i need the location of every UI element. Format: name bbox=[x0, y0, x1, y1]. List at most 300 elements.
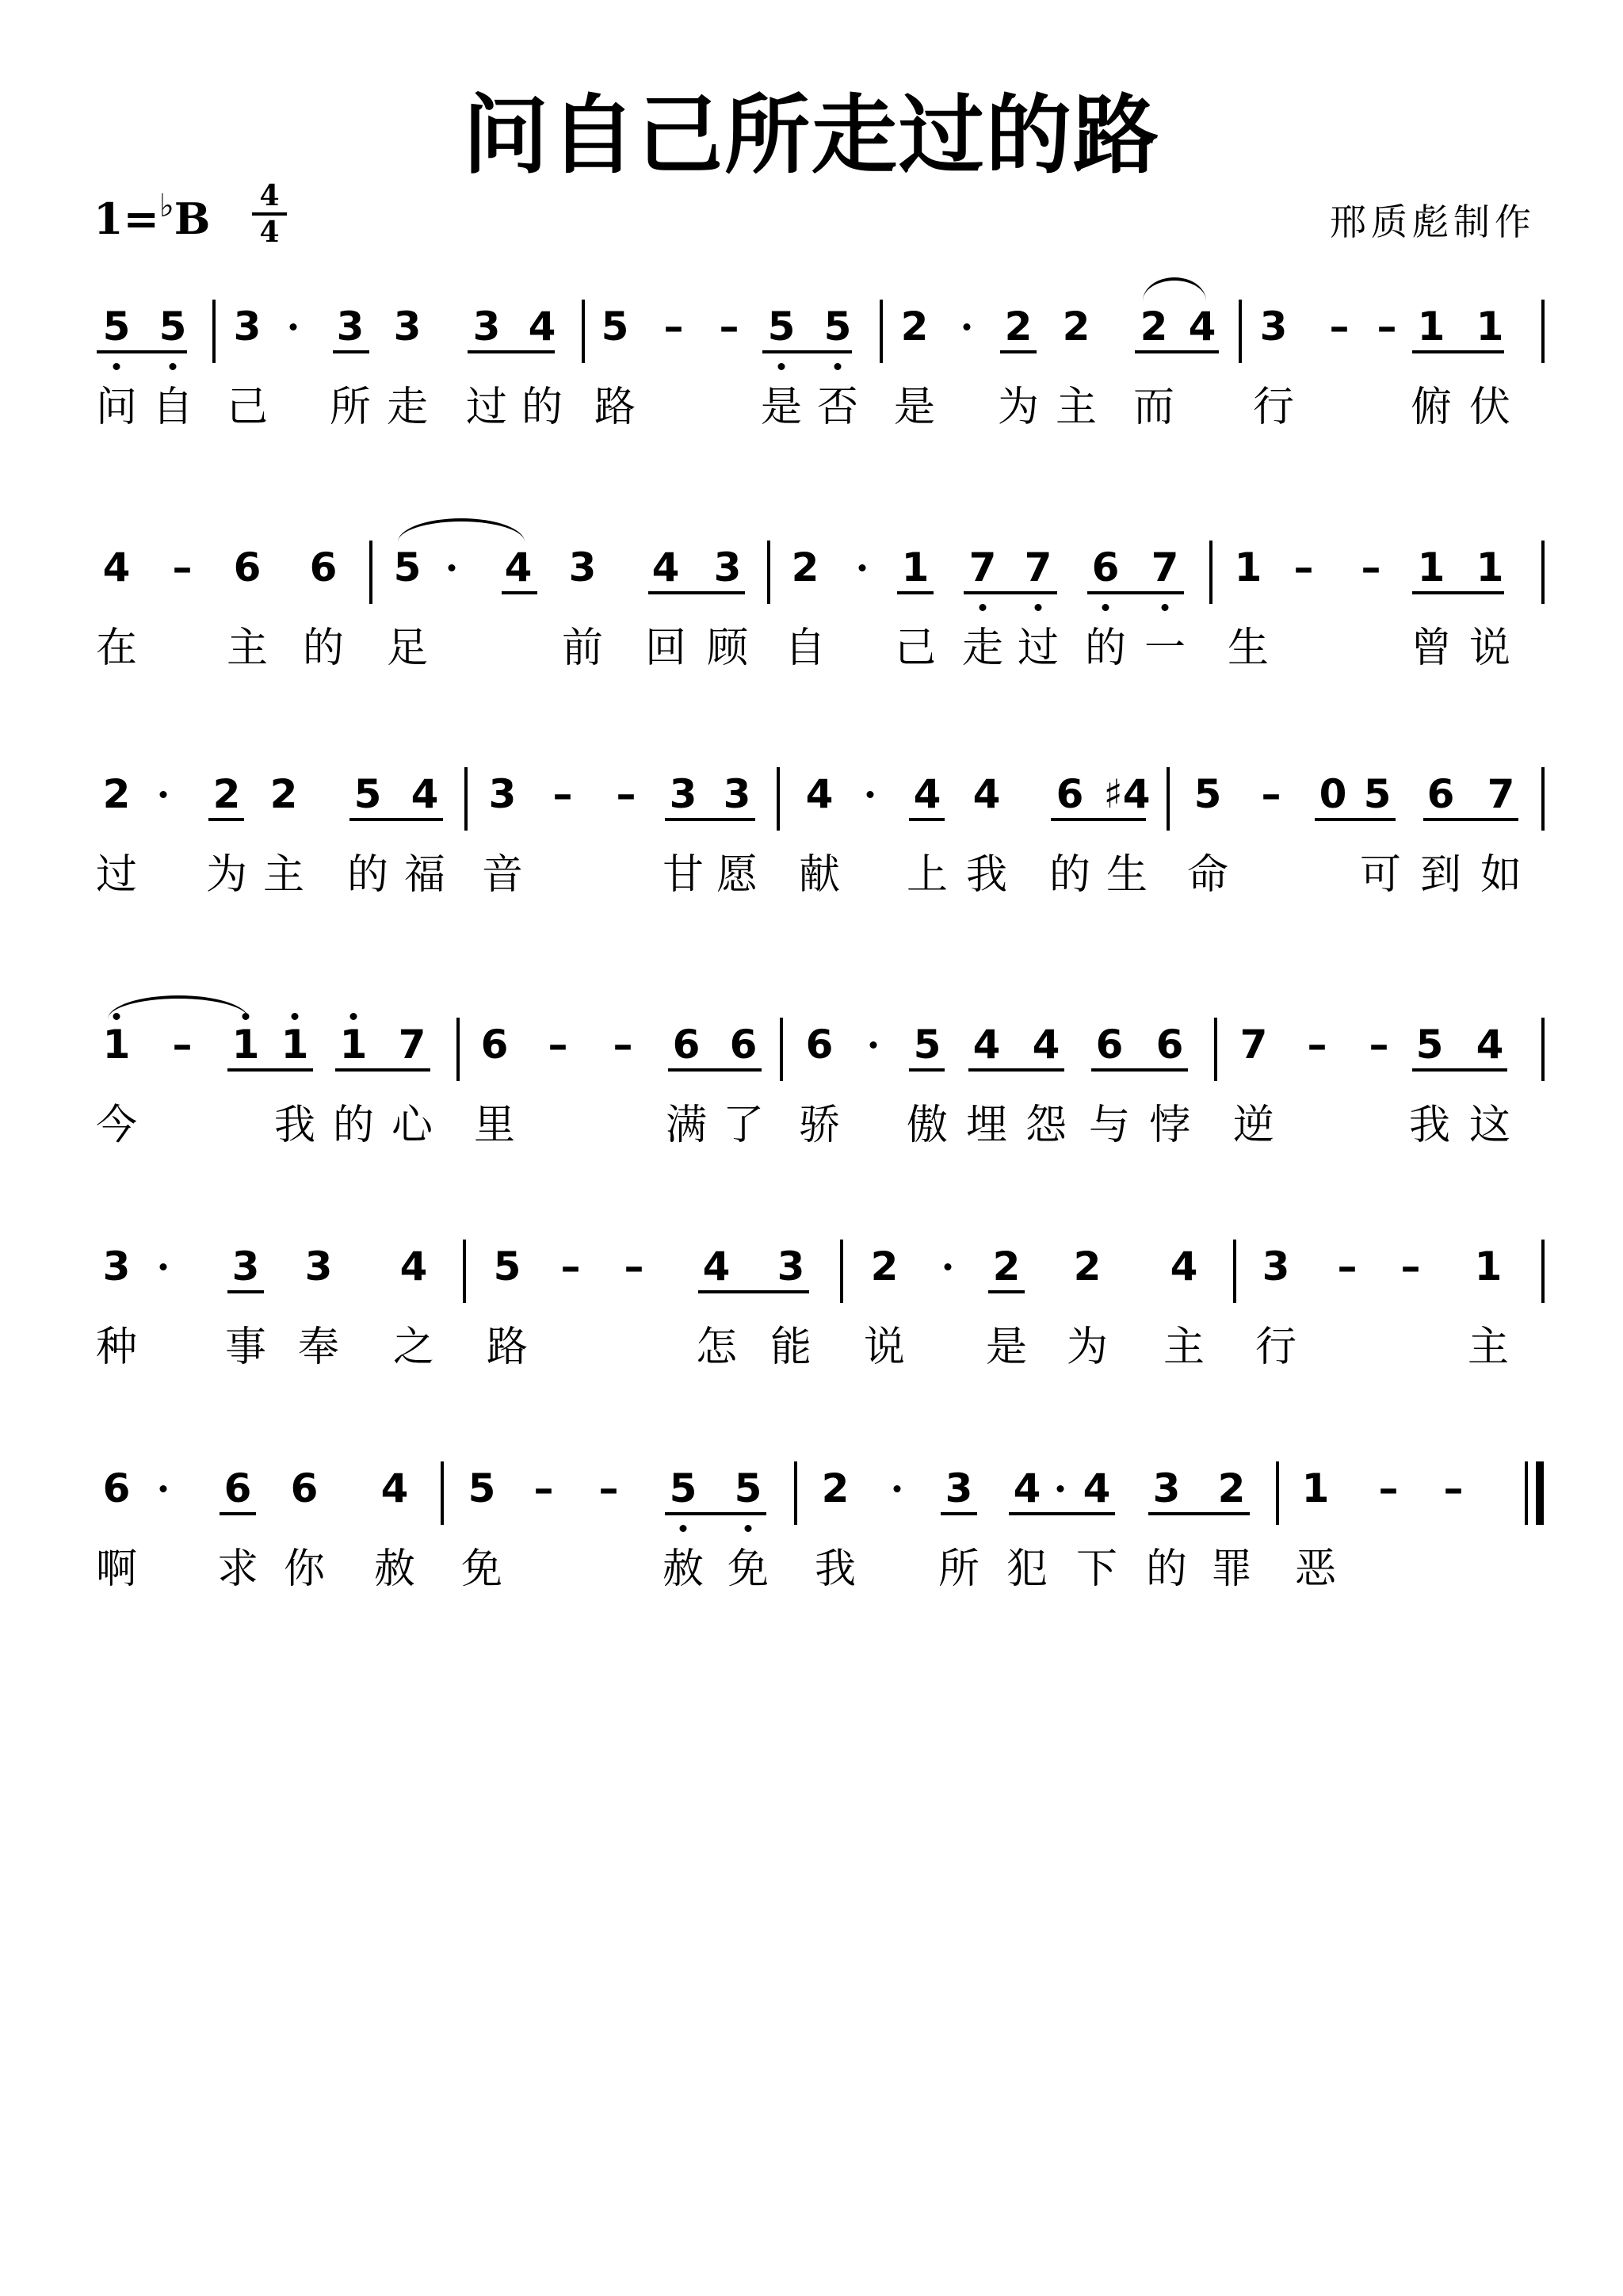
lyric-char: 是 bbox=[893, 384, 936, 431]
lyric-char: 赦 bbox=[662, 1545, 705, 1593]
note: 4 bbox=[1188, 304, 1216, 350]
sustain-dash: – bbox=[1369, 1022, 1389, 1068]
lyric-char: 奉 bbox=[297, 1324, 340, 1371]
low-octave-dot bbox=[170, 363, 177, 370]
lyric-char: 过 bbox=[1017, 625, 1060, 672]
sustain-dash: – bbox=[560, 1244, 581, 1289]
low-octave-dot bbox=[980, 604, 987, 611]
eighth-beam bbox=[1412, 1068, 1507, 1072]
note: 2 bbox=[791, 544, 819, 590]
lyric-char: 生 bbox=[1227, 625, 1270, 672]
lyric-char: 音 bbox=[481, 851, 524, 899]
bar-line bbox=[456, 1018, 460, 1081]
note: 2 bbox=[992, 1244, 1021, 1289]
eighth-beam bbox=[1412, 591, 1504, 594]
eighth-beam bbox=[1091, 1068, 1188, 1072]
lyric-char: 己 bbox=[894, 625, 937, 672]
lyric-char: 主 bbox=[262, 851, 305, 899]
note: 5 bbox=[493, 1244, 521, 1289]
eighth-beam bbox=[227, 1068, 313, 1072]
eighth-beam bbox=[762, 350, 852, 353]
lyric-char: 怨 bbox=[1025, 1102, 1067, 1149]
note: 2 bbox=[1062, 304, 1090, 350]
note: 5 bbox=[734, 1465, 762, 1511]
eighth-beam bbox=[1412, 350, 1504, 353]
lyric-char: 满 bbox=[665, 1102, 708, 1149]
lyric-char: 悖 bbox=[1148, 1102, 1191, 1149]
lyric-char: 如 bbox=[1480, 851, 1522, 899]
note: 4 bbox=[913, 771, 941, 817]
lyric-char: 傲 bbox=[906, 1102, 949, 1149]
note: 2 bbox=[102, 771, 131, 817]
lyric-char: 生 bbox=[1106, 851, 1148, 899]
sustain-dash: – bbox=[1443, 1465, 1464, 1511]
note: 4 bbox=[1083, 1465, 1111, 1511]
note: 4 bbox=[651, 544, 680, 590]
sustain-dash: – bbox=[172, 544, 193, 590]
score-line-5 bbox=[0, 1244, 1623, 1403]
note: 7 bbox=[1151, 544, 1179, 590]
note: 3 bbox=[472, 304, 501, 350]
score-line-4 bbox=[0, 1022, 1623, 1181]
note: 6 bbox=[1091, 544, 1120, 590]
note: 3 bbox=[488, 771, 517, 817]
note: 5 bbox=[1415, 1022, 1444, 1068]
eighth-beam bbox=[1051, 818, 1146, 821]
note: 1 bbox=[231, 1022, 260, 1068]
tie-slur bbox=[398, 518, 525, 542]
note: 1 bbox=[1476, 544, 1504, 590]
key-signature bbox=[94, 188, 211, 244]
lyric-char: 自 bbox=[151, 384, 194, 431]
note: 4 bbox=[411, 771, 439, 817]
sustain-dash: – bbox=[663, 304, 684, 350]
sustain-dash: – bbox=[548, 1022, 568, 1068]
note: 3 bbox=[1152, 1465, 1181, 1511]
lyric-char: 心 bbox=[391, 1102, 433, 1149]
tie-slur bbox=[108, 995, 249, 1019]
high-octave-dot bbox=[350, 1013, 357, 1020]
note: 4 bbox=[380, 1465, 409, 1511]
lyric-char: 的 bbox=[1145, 1545, 1188, 1593]
lyric-char: 下 bbox=[1075, 1545, 1118, 1593]
note: 6 bbox=[309, 544, 338, 590]
lyric-char: 所 bbox=[329, 384, 372, 431]
note: 1 bbox=[1476, 304, 1504, 350]
lyric-char: 的 bbox=[1048, 851, 1091, 899]
sustain-dash: – bbox=[1378, 1465, 1399, 1511]
note: 2 bbox=[821, 1465, 850, 1511]
eighth-beam bbox=[97, 350, 187, 353]
lyric-char: 命 bbox=[1186, 851, 1229, 899]
lyric-char: 一 bbox=[1144, 625, 1186, 672]
lyric-char: 前 bbox=[561, 625, 604, 672]
lyric-char: 走 bbox=[961, 625, 1004, 672]
bar-line bbox=[880, 300, 883, 363]
lyric-char: 所 bbox=[938, 1545, 980, 1593]
note: 1 bbox=[1417, 304, 1445, 350]
flat-sign: ♭ bbox=[158, 188, 174, 224]
lyric-char: 罪 bbox=[1210, 1545, 1253, 1593]
note: 5 bbox=[1193, 771, 1222, 817]
eighth-beam bbox=[1315, 818, 1396, 821]
note: 4 bbox=[805, 771, 834, 817]
sustain-dash: – bbox=[1337, 1244, 1358, 1289]
lyric-char: 的 bbox=[1084, 625, 1127, 672]
lyric-char: 为 bbox=[205, 851, 248, 899]
dotted-note-dot bbox=[449, 564, 456, 571]
eighth-beam bbox=[333, 350, 369, 353]
score-line-3 bbox=[0, 772, 1623, 930]
note: 4 bbox=[1476, 1022, 1504, 1068]
bar-line bbox=[780, 1018, 783, 1081]
note: 6 bbox=[1426, 771, 1455, 817]
note: 4 bbox=[1013, 1465, 1041, 1511]
low-octave-dot bbox=[745, 1525, 752, 1532]
note: 1 bbox=[1301, 1465, 1330, 1511]
eighth-beam bbox=[208, 818, 244, 821]
lyric-char: 上 bbox=[906, 851, 949, 899]
sustain-dash: – bbox=[1293, 544, 1314, 590]
lyric-char: 自 bbox=[784, 625, 827, 672]
low-octave-dot bbox=[1162, 604, 1169, 611]
lyric-char: 说 bbox=[863, 1324, 906, 1371]
dotted-note-dot bbox=[894, 1485, 901, 1492]
bar-line bbox=[1541, 1240, 1545, 1303]
lyric-char: 顾 bbox=[706, 625, 749, 672]
note: 5 bbox=[353, 771, 382, 817]
lyric-char: 是 bbox=[985, 1324, 1028, 1371]
note: 3 bbox=[723, 771, 751, 817]
lyric-char: 愿 bbox=[716, 851, 758, 899]
bar-line bbox=[1239, 300, 1242, 363]
low-octave-dot bbox=[680, 1525, 687, 1532]
lyric-char: 能 bbox=[769, 1324, 812, 1371]
dotted-note-dot bbox=[870, 1041, 877, 1049]
eighth-beam bbox=[1148, 1512, 1250, 1515]
sustain-dash: – bbox=[1377, 304, 1397, 350]
note: 5 bbox=[468, 1465, 496, 1511]
key-letter: B bbox=[174, 193, 211, 244]
lyric-char: 骄 bbox=[798, 1102, 841, 1149]
eighth-beam bbox=[220, 1512, 256, 1515]
lyric-char: 免 bbox=[727, 1545, 769, 1593]
note: 1 bbox=[339, 1022, 368, 1068]
note: 4 bbox=[1170, 1244, 1198, 1289]
final-bar-thick bbox=[1536, 1461, 1544, 1525]
time-signature bbox=[252, 181, 287, 247]
lyric-char: 问 bbox=[95, 384, 138, 431]
note: 3 bbox=[669, 771, 697, 817]
low-octave-dot bbox=[1035, 604, 1042, 611]
dotted-note-dot bbox=[945, 1263, 952, 1270]
lyric-char: 回 bbox=[644, 625, 687, 672]
note: 1 bbox=[102, 1022, 131, 1068]
lyric-char: 否 bbox=[816, 384, 859, 431]
lyric-char: 恶 bbox=[1294, 1545, 1337, 1593]
lyric-char: 而 bbox=[1132, 384, 1175, 431]
lyric-char: 为 bbox=[997, 384, 1040, 431]
eighth-beam bbox=[227, 1290, 264, 1293]
note: 3 bbox=[713, 544, 742, 590]
bar-line bbox=[777, 767, 780, 831]
eighth-beam bbox=[349, 818, 443, 821]
lyric-char: 甘 bbox=[662, 851, 705, 899]
note: 2 bbox=[1004, 304, 1033, 350]
song-title: 问自己所走过的路 bbox=[462, 86, 1160, 185]
note: 1 bbox=[1417, 544, 1445, 590]
note: 5 bbox=[767, 304, 796, 350]
lyric-char: 是 bbox=[760, 384, 803, 431]
eighth-beam bbox=[1087, 591, 1184, 594]
lyric-char: 己 bbox=[226, 384, 269, 431]
lyric-char: 足 bbox=[386, 625, 429, 672]
sustain-dash: – bbox=[1400, 1244, 1421, 1289]
time-top: 4 bbox=[259, 179, 280, 212]
lyric-char: 这 bbox=[1468, 1102, 1511, 1149]
lyric-char: 过 bbox=[465, 384, 508, 431]
lyric-char: 我 bbox=[1408, 1102, 1451, 1149]
note: 7 bbox=[1487, 771, 1515, 817]
eighth-beam bbox=[1423, 818, 1518, 821]
note: 4 bbox=[399, 1244, 428, 1289]
note: 3 bbox=[233, 304, 262, 350]
note: 6 bbox=[805, 1022, 834, 1068]
lyric-char: 可 bbox=[1359, 851, 1402, 899]
note: 4 bbox=[504, 544, 533, 590]
lyric-char: 啊 bbox=[95, 1545, 138, 1593]
score-line-6 bbox=[0, 1466, 1623, 1625]
note: 3 bbox=[1262, 1244, 1290, 1289]
lyric-char: 逆 bbox=[1232, 1102, 1275, 1149]
dotted-note-dot bbox=[160, 791, 167, 798]
lyric-char: 献 bbox=[798, 851, 841, 899]
lyric-char: 在 bbox=[95, 625, 138, 672]
lyric-char: 赦 bbox=[373, 1545, 416, 1593]
note: 6 bbox=[233, 544, 262, 590]
note: 7 bbox=[968, 544, 997, 590]
dotted-note-dot bbox=[1057, 1485, 1064, 1492]
lyric-char: 过 bbox=[95, 851, 138, 899]
bar-line bbox=[1541, 300, 1545, 363]
eighth-beam bbox=[1000, 350, 1037, 353]
lyric-char: 犯 bbox=[1006, 1545, 1048, 1593]
eighth-beam bbox=[698, 1290, 809, 1293]
bar-line bbox=[369, 541, 372, 604]
note: 5 bbox=[1363, 771, 1392, 817]
note: 4 bbox=[1032, 1022, 1060, 1068]
high-octave-dot bbox=[292, 1013, 299, 1020]
key-prefix: 1= bbox=[94, 193, 159, 244]
lyric-char: 事 bbox=[224, 1324, 267, 1371]
bar-line bbox=[1276, 1461, 1279, 1525]
dotted-note-dot bbox=[867, 791, 874, 798]
lyric-char: 为 bbox=[1066, 1324, 1109, 1371]
dotted-note-dot bbox=[160, 1263, 167, 1270]
note: 0 bbox=[1319, 771, 1347, 817]
bar-line bbox=[1209, 541, 1212, 604]
low-octave-dot bbox=[1102, 604, 1109, 611]
note: 3 bbox=[568, 544, 597, 590]
note: 3 bbox=[231, 1244, 260, 1289]
lyric-char: 曾 bbox=[1410, 625, 1453, 672]
lyric-char: 行 bbox=[1252, 384, 1295, 431]
sustain-dash: – bbox=[1361, 544, 1381, 590]
lyric-char: 到 bbox=[1419, 851, 1462, 899]
note: 2 bbox=[900, 304, 929, 350]
note: 3 bbox=[336, 304, 365, 350]
note: 1 bbox=[281, 1022, 309, 1068]
note: 6 bbox=[1056, 771, 1084, 817]
sustain-dash: – bbox=[1307, 1022, 1327, 1068]
lyric-char: 之 bbox=[392, 1324, 435, 1371]
note: 2 bbox=[269, 771, 298, 817]
score-line-2 bbox=[0, 545, 1623, 704]
note: 2 bbox=[870, 1244, 899, 1289]
final-bar-thin bbox=[1525, 1461, 1528, 1525]
bar-line bbox=[212, 300, 216, 363]
sustain-dash: – bbox=[598, 1465, 619, 1511]
low-octave-dot bbox=[834, 363, 842, 370]
note: 6 bbox=[102, 1465, 131, 1511]
time-bottom: 4 bbox=[259, 216, 280, 249]
arranger-credit: 邢质彪制作 bbox=[1330, 201, 1536, 243]
dotted-note-dot bbox=[290, 323, 297, 330]
eighth-beam bbox=[941, 1512, 977, 1515]
lyric-char: 你 bbox=[283, 1545, 326, 1593]
note: ♯4 bbox=[1103, 771, 1151, 817]
eighth-beam bbox=[1135, 350, 1219, 353]
lyric-char: 种 bbox=[95, 1324, 138, 1371]
note: 3 bbox=[777, 1244, 805, 1289]
bar-line bbox=[1541, 1018, 1545, 1081]
lyric-char: 主 bbox=[1055, 384, 1098, 431]
note: 6 bbox=[290, 1465, 319, 1511]
note: 3 bbox=[304, 1244, 333, 1289]
bar-line bbox=[1167, 767, 1170, 831]
sustain-dash: – bbox=[719, 304, 739, 350]
sustain-dash: – bbox=[613, 1022, 633, 1068]
note: 2 bbox=[212, 771, 241, 817]
eighth-beam bbox=[968, 1068, 1064, 1072]
lyric-char: 求 bbox=[216, 1545, 259, 1593]
eighth-beam bbox=[909, 818, 945, 821]
note: 4 bbox=[702, 1244, 731, 1289]
bar-line bbox=[582, 300, 585, 363]
note: 4 bbox=[528, 304, 556, 350]
eighth-beam bbox=[988, 1290, 1025, 1293]
tie-slur bbox=[1143, 277, 1206, 301]
note: 6 bbox=[1095, 1022, 1124, 1068]
lyric-char: 免 bbox=[460, 1545, 503, 1593]
sustain-dash: – bbox=[1261, 771, 1281, 817]
sustain-dash: – bbox=[533, 1465, 554, 1511]
eighth-beam bbox=[668, 1068, 762, 1072]
sustain-dash: – bbox=[552, 771, 573, 817]
note: 2 bbox=[1140, 304, 1168, 350]
eighth-beam bbox=[665, 1512, 766, 1515]
lyric-char: 主 bbox=[226, 625, 269, 672]
eighth-beam bbox=[502, 591, 537, 594]
sustain-dash: – bbox=[616, 771, 636, 817]
lyric-char: 行 bbox=[1254, 1324, 1297, 1371]
note: 3 bbox=[945, 1465, 973, 1511]
sustain-dash: – bbox=[172, 1022, 193, 1068]
lyric-char: 的 bbox=[521, 384, 563, 431]
eighth-beam bbox=[468, 350, 555, 353]
note: 2 bbox=[1073, 1244, 1102, 1289]
note: 1 bbox=[1234, 544, 1262, 590]
lyric-char: 我 bbox=[965, 851, 1008, 899]
lyric-char: 路 bbox=[594, 384, 636, 431]
bar-line bbox=[1233, 1240, 1236, 1303]
note: 3 bbox=[393, 304, 422, 350]
lyric-char: 福 bbox=[403, 851, 446, 899]
note: 3 bbox=[102, 1244, 131, 1289]
lyric-char: 我 bbox=[814, 1545, 857, 1593]
bar-line bbox=[441, 1461, 444, 1525]
lyric-char: 走 bbox=[386, 384, 429, 431]
note: 6 bbox=[480, 1022, 509, 1068]
bar-line bbox=[464, 767, 468, 831]
note: 3 bbox=[1259, 304, 1288, 350]
note: 1 bbox=[901, 544, 930, 590]
note: 5 bbox=[601, 304, 629, 350]
lyric-char: 说 bbox=[1468, 625, 1511, 672]
eighth-beam bbox=[909, 1068, 945, 1072]
eighth-beam bbox=[1009, 1512, 1115, 1515]
bar-line bbox=[794, 1461, 797, 1525]
lyric-char: 了 bbox=[722, 1102, 765, 1149]
note: 5 bbox=[393, 544, 422, 590]
lyric-char: 路 bbox=[486, 1324, 529, 1371]
note: 7 bbox=[398, 1022, 426, 1068]
note: 6 bbox=[1155, 1022, 1184, 1068]
lyric-char: 我 bbox=[273, 1102, 316, 1149]
bar-line bbox=[1541, 541, 1545, 604]
eighth-beam bbox=[665, 818, 755, 821]
low-octave-dot bbox=[778, 363, 785, 370]
eighth-beam bbox=[964, 591, 1057, 594]
eighth-beam bbox=[648, 591, 745, 594]
lyric-char: 主 bbox=[1163, 1324, 1205, 1371]
lyric-char: 的 bbox=[332, 1102, 375, 1149]
note: 1 bbox=[1474, 1244, 1503, 1289]
lyric-char: 的 bbox=[346, 851, 389, 899]
note: 5 bbox=[823, 304, 852, 350]
bar-line bbox=[1541, 767, 1545, 831]
note: 6 bbox=[729, 1022, 758, 1068]
note: 4 bbox=[972, 771, 1001, 817]
dotted-note-dot bbox=[964, 323, 971, 330]
bar-line bbox=[463, 1240, 466, 1303]
lyric-char: 怎 bbox=[695, 1324, 738, 1371]
note: 5 bbox=[913, 1022, 941, 1068]
lyric-char: 今 bbox=[95, 1102, 138, 1149]
note: 5 bbox=[102, 304, 131, 350]
dotted-note-dot bbox=[859, 564, 866, 571]
note: 2 bbox=[1217, 1465, 1246, 1511]
note: 5 bbox=[669, 1465, 697, 1511]
note: 7 bbox=[1024, 544, 1052, 590]
note: 4 bbox=[102, 544, 131, 590]
lyric-char: 里 bbox=[473, 1102, 516, 1149]
score-line-1 bbox=[0, 304, 1623, 463]
lyric-char: 的 bbox=[302, 625, 345, 672]
low-octave-dot bbox=[113, 363, 120, 370]
lyric-char: 与 bbox=[1088, 1102, 1131, 1149]
dotted-note-dot bbox=[160, 1485, 167, 1492]
